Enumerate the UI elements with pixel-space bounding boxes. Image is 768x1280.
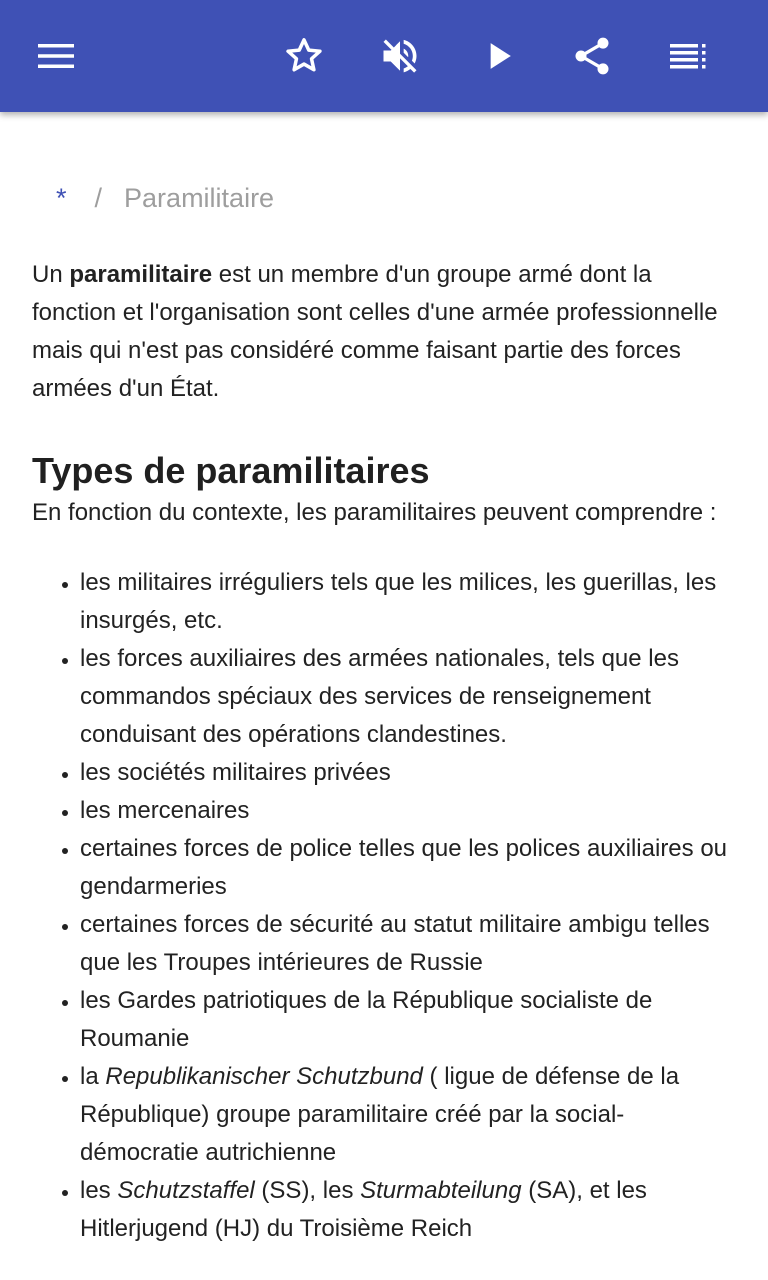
list-item: • les Gardes patriotiques de la République socialiste de Roumanie (80, 982, 736, 1058)
list-item (80, 1172, 736, 1248)
breadcrumb (56, 182, 274, 214)
list-item: • les militaires irréguliers tels que les milices, les guerillas, les insurgés, etc. (80, 564, 736, 640)
list-item (80, 1058, 736, 1172)
intro-paragraph (32, 256, 736, 408)
list-item: • les sociétés militaires privées (80, 754, 736, 792)
list-item: • certaines forces de sécurité au statut militaire ambigu telles que les Troupes intérieures de Russie (80, 906, 736, 982)
article-body (32, 256, 736, 1248)
list-item-italic: Sturmabteilung (360, 1177, 522, 1204)
list-item-italic: Republikanischer Schutzbund (105, 1063, 423, 1090)
breadcrumb-current: Paramilitaire (124, 183, 275, 213)
volume-off-icon[interactable] (372, 28, 428, 84)
star-outline-icon[interactable] (276, 28, 332, 84)
intro-bold-term: paramilitaire (69, 261, 213, 288)
list-item: • les forces auxiliaires des armées nationales, tels que les commandos spéciaux des services de renseignement conduisant des opérations clandestines. (80, 640, 736, 754)
article-content (0, 112, 768, 1280)
list-item-text: ( ligue de défense de la République) groupe paramilitaire créé par la social-démocratie autrichienne (80, 1063, 680, 1166)
section-heading: Types de paramilitaires (32, 450, 430, 491)
share-icon[interactable] (564, 28, 620, 84)
section-intro: En fonction du contexte, les paramilitaires peuvent comprendre : (32, 499, 717, 526)
list-item: • les mercenaires (80, 792, 736, 830)
list-item-text: les (80, 1177, 118, 1204)
play-icon[interactable] (470, 28, 526, 84)
types-list (32, 564, 736, 1248)
list-item: • certaines forces de police telles que les polices auxiliaires ou gendarmeries (80, 830, 736, 906)
intro-text-before: Un (32, 261, 70, 288)
list-item-italic: Schutzstaffel (117, 1177, 255, 1204)
menu-icon[interactable] (28, 28, 84, 84)
breadcrumb-separator: / (94, 183, 103, 213)
playlist-icon[interactable] (660, 28, 716, 84)
list-item-text: (SA), et les Hitlerjugend (HJ) du Troisième Reich (80, 1177, 647, 1242)
breadcrumb-root-link[interactable]: * (56, 183, 67, 213)
list-item-text: (SS), les (254, 1177, 361, 1204)
intro-text-after: est un membre d'un groupe armé dont la fonction et l'organisation sont celles d'une armée professionnelle mais qui n'est pas considéré comme faisant partie des forces armées d'un État. (32, 261, 718, 402)
app-toolbar (0, 0, 768, 112)
list-item-text: la (80, 1063, 106, 1090)
